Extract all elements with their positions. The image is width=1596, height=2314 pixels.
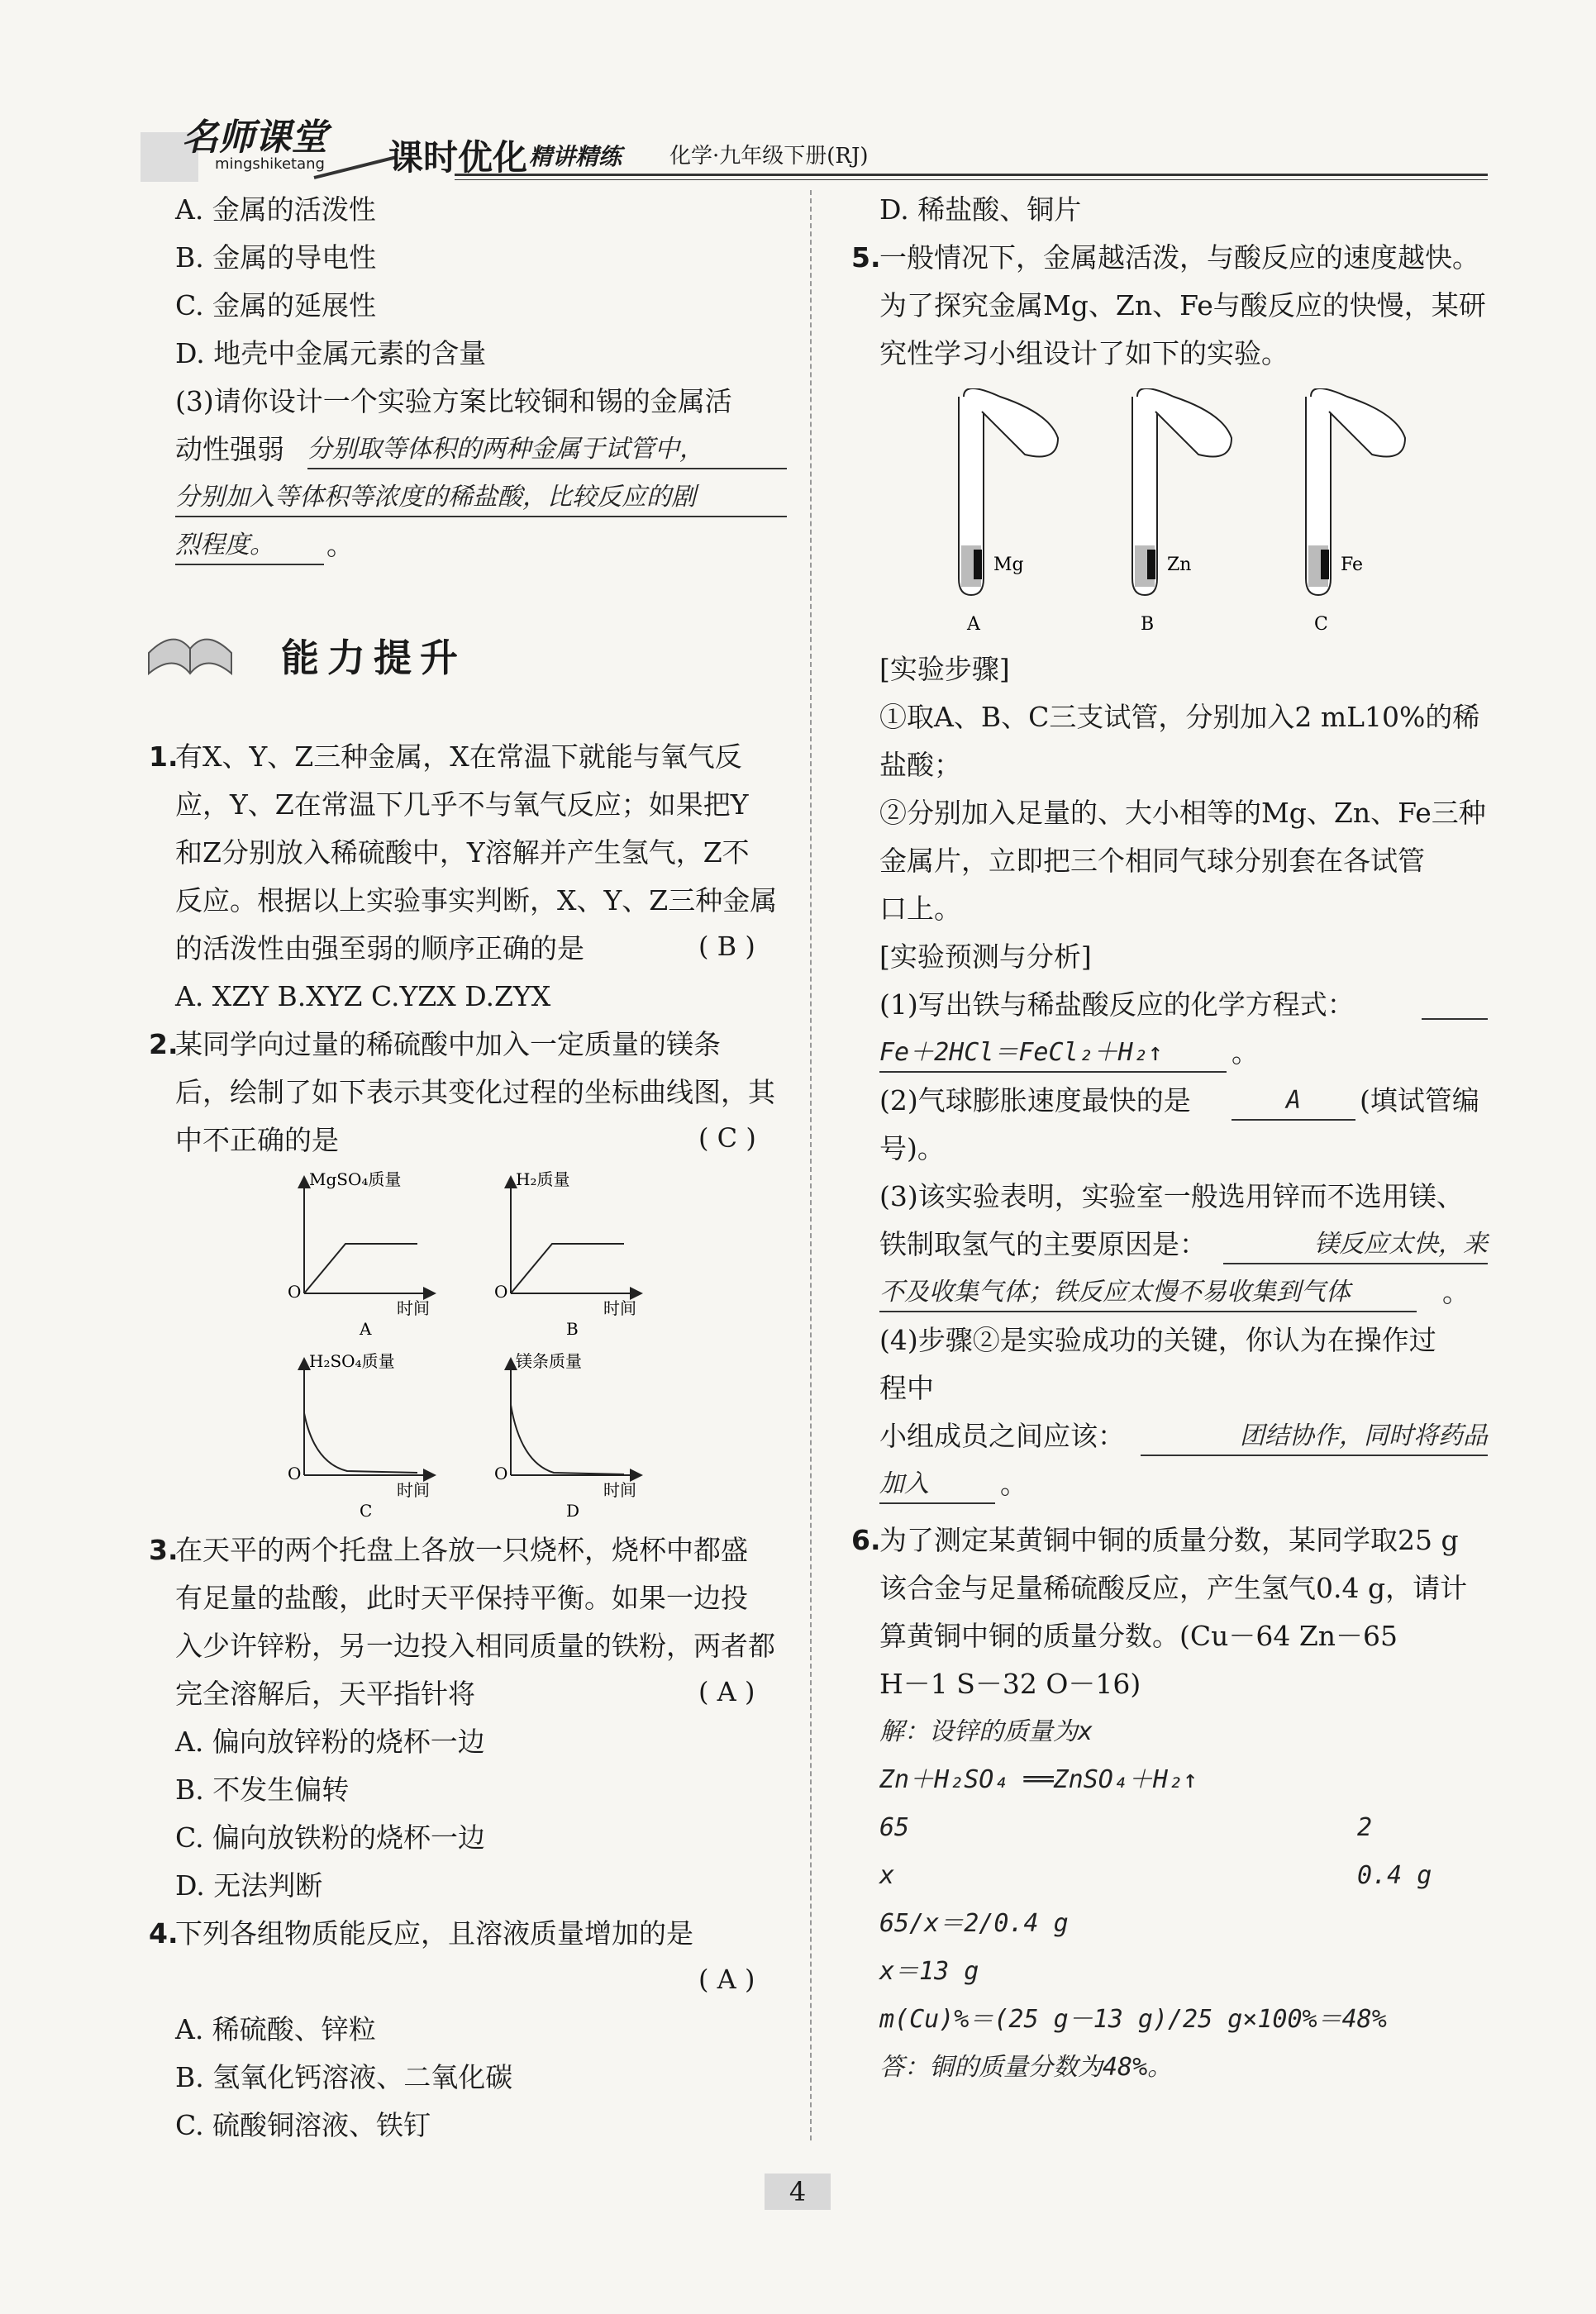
q5-line-3: 究性学习小组设计了如下的实验。 xyxy=(879,337,1289,369)
solution-line-7: m(Cu)%＝(25 g－13 g)/25 g×100%＝48% xyxy=(879,2005,1387,2034)
q2-line-3: 中不正确的是 xyxy=(175,1124,339,1156)
q3-answer: ( A ) xyxy=(698,1676,755,1707)
test-tube-diagram xyxy=(934,388,1430,636)
q6-line-2: 该合金与足量稀硫酸反应，产生氢气0.4 g，请计 xyxy=(879,1572,1468,1604)
q4-number: 4. xyxy=(149,1917,179,1950)
q3-line-3: 入少许锌粉，另一边投入相同质量的铁粉，两者都 xyxy=(175,1630,775,1662)
analysis-2-suffix-2: 号)。 xyxy=(879,1132,945,1164)
tube-a-metal: Mg xyxy=(993,555,1024,575)
q3-prompt-b: 动性强弱 xyxy=(175,433,284,465)
analysis-1-end: 。 xyxy=(1232,1036,1259,1069)
analysis-2-prompt: (2)气球膨胀速度最快的是 xyxy=(879,1084,1191,1117)
q1-answer: ( B ) xyxy=(698,931,755,962)
tube-b xyxy=(1132,388,1232,635)
q3-prompt: (3)请你设计一个实验方案比较铜和锡的金属活 xyxy=(175,385,732,417)
analysis-4-prompt-b: 程中 xyxy=(879,1372,934,1404)
option-a: A. 金属的活泼性 xyxy=(175,193,376,226)
q5-number: 5. xyxy=(851,241,881,274)
graph-a xyxy=(288,1169,430,1339)
analysis-4-answer-1: 团结协作，同时将药品 xyxy=(1141,1418,1488,1456)
q1-line-3: 和Z分别放入稀硫酸中，Y溶解并产生氢气，Z不 xyxy=(175,836,750,869)
graph-c-ylabel: H₂SO₄质量 xyxy=(309,1351,395,1371)
solution-line-1: 解：设锌的质量为x xyxy=(879,1717,1093,1746)
graph-c-tag: C xyxy=(360,1501,373,1521)
analysis-2-answer: A xyxy=(1232,1083,1355,1121)
graph-b-origin: O xyxy=(494,1282,508,1302)
q2-answer: ( C ) xyxy=(698,1122,756,1154)
solution-line-4: x 0.4 g xyxy=(879,1861,1432,1890)
tube-a xyxy=(959,388,1058,635)
q3-answer-end: 。 xyxy=(326,529,354,561)
graph-a-origin: O xyxy=(288,1282,302,1302)
solution-line-6: x＝13 g xyxy=(879,1957,979,1986)
tube-c xyxy=(1306,388,1405,635)
graph-d xyxy=(494,1351,636,1521)
q1-line-2: 应，Y、Z在常温下几乎不与氧气反应；如果把Y xyxy=(175,788,749,821)
header xyxy=(124,99,1488,190)
graph-a-curve xyxy=(304,1244,417,1293)
step-1-line-2: 盐酸； xyxy=(879,749,961,781)
q3-line-1: 在天平的两个托盘上各放一只烧杯，烧杯中都盛 xyxy=(175,1534,748,1566)
q3-answer-line-3: 烈程度。 xyxy=(175,527,324,565)
tube-a-tag: A xyxy=(967,614,980,635)
header-series: 课时优化 xyxy=(388,137,528,178)
graph-d-tag: D xyxy=(566,1501,580,1521)
analysis-1-prompt: (1)写出铁与稀盐酸反应的化学方程式： xyxy=(879,988,1355,1021)
solution-line-5: 65/x＝2/0.4 g xyxy=(879,1909,1069,1938)
steps-title: [实验步骤] xyxy=(879,653,1010,685)
q4-option-b: B. 氢氧化钙溶液、二氧化碳 xyxy=(175,2061,513,2093)
tube-b-tag: B xyxy=(1141,614,1155,635)
q6-number: 6. xyxy=(851,1524,881,1556)
solution-line-8: 答：铜的质量分数为48%。 xyxy=(879,2053,1173,2082)
option-d: D. 地壳中金属元素的含量 xyxy=(175,337,487,369)
q6-line-3: 算黄铜中铜的质量分数。(Cu－64 Zn－65 xyxy=(879,1620,1398,1652)
q2-line-1: 某同学向过量的稀硫酸中加入一定质量的镁条 xyxy=(175,1028,721,1060)
analysis-3-prompt-b: 铁制取氢气的主要原因是： xyxy=(879,1228,1207,1260)
analysis-title: [实验预测与分析] xyxy=(879,940,1092,973)
analysis-1-blank xyxy=(1422,1018,1488,1020)
page-number: 4 xyxy=(765,2174,831,2210)
graph-d-origin: O xyxy=(494,1464,508,1483)
graph-b-curve xyxy=(511,1244,624,1293)
analysis-3-answer-2: 不及收集气体；铁反应太慢不易收集到气体 xyxy=(879,1274,1417,1312)
graph-c xyxy=(288,1351,430,1521)
analysis-4-answer-2: 加入 xyxy=(879,1466,995,1504)
header-brand-pinyin: mingshiketang xyxy=(215,155,325,173)
analysis-4-prompt-c: 小组成员之间应该： xyxy=(879,1420,1125,1452)
solution-line-2: Zn＋H₂SO₄ ══ZnSO₄＋H₂↑ xyxy=(879,1765,1198,1794)
graph-a-ylabel: MgSO₄质量 xyxy=(309,1169,402,1189)
q3-answer-line-2: 分别加入等体积等浓度的稀盐酸，比较反应的剧 xyxy=(175,479,787,517)
solution-line-3: 65 2 xyxy=(879,1813,1373,1842)
option-c: C. 金属的延展性 xyxy=(175,289,377,321)
q3-option-d: D. 无法判断 xyxy=(175,1869,323,1902)
analysis-4-end: 。 xyxy=(1000,1468,1027,1500)
header-rule xyxy=(455,174,1488,180)
graph-b-tag: B xyxy=(566,1319,579,1339)
graph-b-ylabel: H₂质量 xyxy=(516,1169,570,1189)
q3-answer-line-1: 分别取等体积的两种金属于试管中， xyxy=(307,431,787,469)
step-2-line-1: ②分别加入足量的、大小相等的Mg、Zn、Fe三种 xyxy=(879,797,1486,829)
q5-line-1: 一般情况下，金属越活泼，与酸反应的速度越快。 xyxy=(879,241,1479,274)
step-2-line-3: 口上。 xyxy=(879,893,961,925)
q4-line: 下列各组物质能反应，且溶液质量增加的是 xyxy=(175,1917,693,1950)
section-title: 能力提升 xyxy=(281,636,466,680)
header-subject: 化学·九年级下册(RJ) xyxy=(669,144,869,169)
graph-b xyxy=(494,1169,636,1339)
graph-d-xlabel: 时间 xyxy=(603,1480,636,1500)
graph-c-curve xyxy=(304,1413,417,1473)
analysis-3-answer-1: 镁反应太快，来 xyxy=(1223,1226,1488,1264)
tube-c-metal: Fe xyxy=(1341,555,1364,575)
q2-line-2: 后，绘制了如下表示其变化过程的坐标曲线图，其 xyxy=(175,1076,775,1108)
step-1-line-1: ①取A、B、C三支试管，分别加入2 mL10%的稀 xyxy=(879,701,1480,733)
q1-options: A. XZY B.XYZ C.YZX D.ZYX xyxy=(175,980,551,1012)
q1-line-4: 反应。根据以上实验事实判断，X、Y、Z三种金属 xyxy=(175,884,778,917)
tube-b-metal: Zn xyxy=(1167,555,1192,575)
q2-number: 2. xyxy=(149,1028,179,1060)
q3-option-a: A. 偏向放锌粉的烧杯一边 xyxy=(175,1726,485,1758)
q4-option-c: C. 硫酸铜溶液、铁钉 xyxy=(175,2109,431,2141)
analysis-3-prompt-a: (3)该实验表明，实验室一般选用锌而不选用镁、 xyxy=(879,1180,1464,1212)
graph-a-xlabel: 时间 xyxy=(397,1298,430,1318)
q6-line-1: 为了测定某黄铜中铜的质量分数，某同学取25 g xyxy=(879,1524,1459,1556)
q4-option-a: A. 稀硫酸、锌粒 xyxy=(175,2013,376,2045)
q2-graphs xyxy=(281,1165,661,1529)
q3-line-4: 完全溶解后，天平指针将 xyxy=(175,1678,475,1710)
q3-option-b: B. 不发生偏转 xyxy=(175,1774,350,1806)
graph-c-xlabel: 时间 xyxy=(397,1480,430,1500)
header-tagline: 精讲精练 xyxy=(529,143,622,170)
q4-answer: ( A ) xyxy=(698,1964,755,1995)
graph-a-tag: A xyxy=(360,1319,372,1339)
header-brand: 名师课堂 xyxy=(182,117,327,159)
q1-number: 1. xyxy=(149,740,179,773)
q3-number: 3. xyxy=(149,1534,179,1566)
q1-line-1: 有X、Y、Z三种金属，X在常温下就能与氧气反 xyxy=(175,740,742,773)
q5-line-2: 为了探究金属Mg、Zn、Fe与酸反应的快慢，某研 xyxy=(879,289,1486,321)
q1-line-5: 的活泼性由强至弱的顺序正确的是 xyxy=(175,932,584,964)
analysis-2-suffix: (填试管编 xyxy=(1360,1084,1479,1117)
graph-b-xlabel: 时间 xyxy=(603,1298,636,1318)
analysis-4-prompt-a: (4)步骤②是实验成功的关键，你认为在操作过 xyxy=(879,1324,1436,1356)
analysis-3-end: 。 xyxy=(1442,1276,1470,1308)
q3-line-2: 有足量的盐酸，此时天平保持平衡。如果一边投 xyxy=(175,1582,748,1614)
book-icon xyxy=(141,603,240,686)
q3-option-c: C. 偏向放铁粉的烧杯一边 xyxy=(175,1821,486,1854)
option-b: B. 金属的导电性 xyxy=(175,241,377,274)
tube-c-tag: C xyxy=(1314,614,1328,635)
analysis-1-answer: Fe＋2HCl＝FeCl₂＋H₂↑ xyxy=(879,1035,1227,1073)
column-divider xyxy=(810,190,812,2140)
step-2-line-2: 金属片，立即把三个相同气球分别套在各试管 xyxy=(879,845,1425,877)
q6-line-4: H－1 S－32 O－16) xyxy=(879,1668,1141,1700)
graph-c-origin: O xyxy=(288,1464,302,1483)
graph-d-ylabel: 镁条质量 xyxy=(516,1351,582,1371)
graph-d-curve xyxy=(511,1405,624,1474)
q4-option-d: D. 稀盐酸、铜片 xyxy=(879,193,1082,226)
